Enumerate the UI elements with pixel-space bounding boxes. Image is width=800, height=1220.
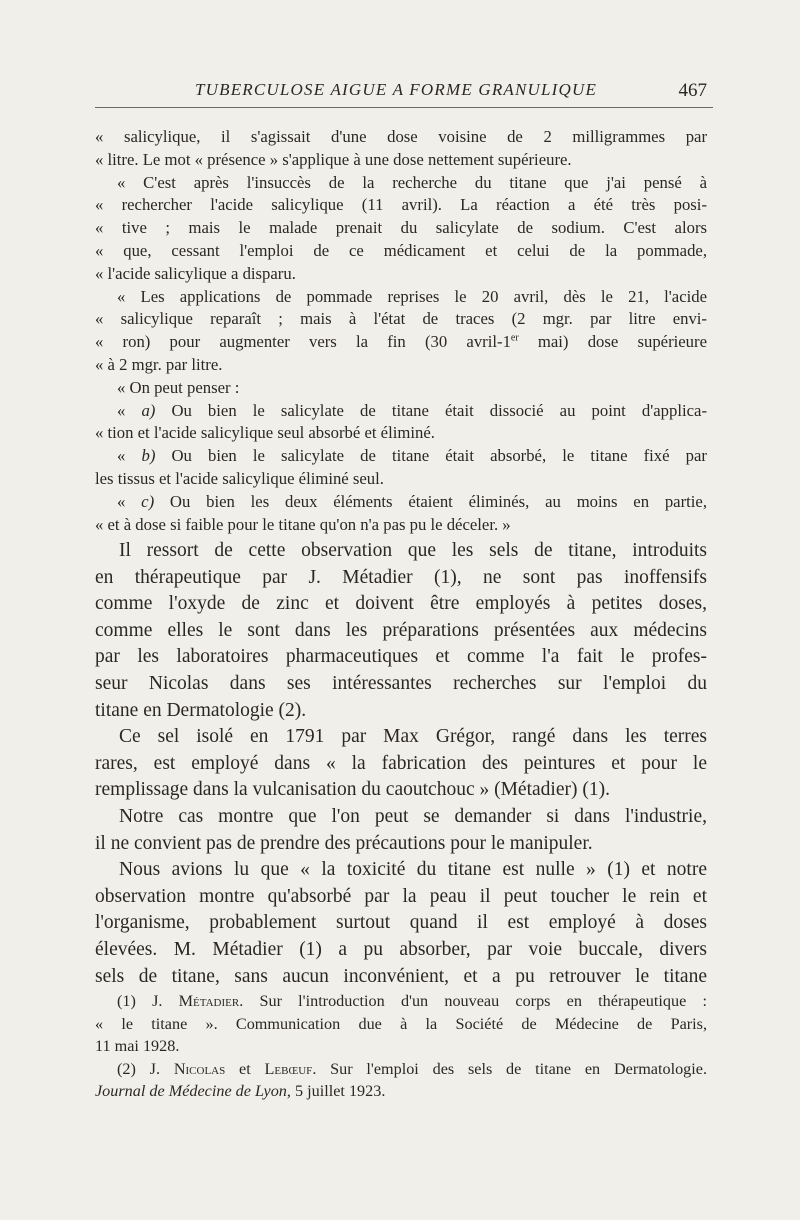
item-marker: c) (141, 491, 155, 511)
journal-title: Journal de Médecine de Lyon (95, 1082, 287, 1100)
body-line: observation montre qu'absorbé par la peau il peut toucher le rein et (95, 885, 707, 907)
quote-text: Ou bien le salicylate de titane était dissocié au point d'applica- (155, 400, 707, 420)
quote-line: « salicylique reparaît ; mais à l'état de traces (2 mgr. par litre envi- (95, 309, 707, 329)
quote-line: « Les applications de pommade reprises le 20 avril, dès le 21, l'acide (117, 286, 707, 306)
quote-line: « que, cessant l'emploi de ce médicament et celui de la pommade, (95, 240, 707, 260)
quote-line (95, 331, 707, 354)
item-marker: b) (141, 446, 156, 466)
quoted-letter (95, 126, 707, 536)
quote-line (95, 445, 707, 468)
body-line: élevées. M. Métadier (1) a pu absorber, par voie buccale, divers (95, 938, 707, 960)
quote-text: « (117, 491, 142, 511)
body-line: Nous avions lu que « la toxicité du titane est nulle » (1) et notre (119, 859, 707, 881)
footnote-author: Nicolas (173, 1059, 226, 1078)
quote-line: « C'est après l'insuccès de la recherche du titane que j'ai pensé à (117, 172, 707, 192)
superscript: er (510, 332, 519, 344)
footnote-marker: (2) J. (117, 1059, 161, 1078)
running-title: TUBERCULOSE AIGUE A FORME GRANULIQUE (195, 80, 598, 99)
quote-text: Ou bien les deux éléments étaient éliminés, au moins en partie, (154, 491, 708, 511)
quote-line (95, 400, 707, 423)
quote-line: « On peut penser : (117, 377, 240, 397)
body-line: comme elles le sont dans les préparations présentées aux médecins (95, 619, 707, 641)
body-line: Il ressort de cette observation que les sels de titane, introduits (119, 540, 707, 561)
quote-line: « tion et l'acide salicylique seul absorbé et éliminé. (95, 423, 435, 443)
body-line: titane en Dermatologie (2). (95, 699, 307, 721)
footnote-line: 11 mai 1928. (95, 1037, 180, 1055)
body-line: comme l'oxyde de zinc et doivent être employés à petites doses, (95, 593, 707, 615)
footnote-text: . Sur l'introduction d'un nouveau corps en thérapeutique : (239, 992, 707, 1010)
body-line: l'organisme, probablement surtout quand il est employé à doses (95, 912, 707, 934)
body-line: Notre cas montre que l'on peut se demander si dans l'industrie, (119, 805, 707, 827)
body-line: Ce sel isolé en 1791 par Max Grégor, rangé dans les terres (119, 726, 707, 748)
quote-line: « à 2 mgr. par litre. (95, 354, 223, 374)
footnote-text: . Sur l'emploi des sels de titane en Dermatologie. (312, 1059, 707, 1078)
body-line: en thérapeutique par J. Métadier (1), ne sont pas inoffensifs (95, 566, 707, 588)
running-header (95, 80, 713, 110)
body-line: seur Nicolas dans ses intéressantes recherches sur l'emploi du (95, 672, 707, 694)
quote-text: « (117, 400, 142, 420)
body-line: remplissage dans la vulcanisation du caoutchouc » (Métadier) (1). (95, 779, 610, 801)
quote-line: « l'acide salicylique a disparu. (95, 263, 296, 283)
body-line: sels de titane, sans aucun inconvénient, et a pu retrouver le titane (95, 965, 707, 987)
quote-line: « salicylique, il s'agissait d'une dose voisine de 2 milligrammes par (95, 127, 707, 146)
quote-text: « (117, 446, 142, 466)
footnote-marker: (1) J. (117, 992, 163, 1010)
header-rule (95, 107, 713, 108)
footnote-1 (95, 990, 707, 1013)
quote-line: « tive ; mais le malade prenait du salicylate de sodium. C'est alors (95, 218, 707, 238)
footnote-author: Lebœuf (264, 1059, 313, 1078)
page-number: 467 (678, 80, 707, 101)
quote-text: mai) dose supérieure (518, 332, 707, 352)
footnote-text: , 5 juillet 1923. (286, 1082, 386, 1100)
quote-line: les tissus et l'acide salicylique éliminé seul. (95, 468, 384, 488)
body-line: par les laboratoires pharmaceutiques et comme l'a fait le profes- (95, 646, 707, 668)
body-text (95, 538, 707, 990)
quote-line: « et à dose si faible pour le titane qu'on n'a pas pu le déceler. » (95, 514, 511, 534)
footnote-author: Métadier (178, 992, 240, 1010)
footnotes (95, 990, 707, 1103)
footnote-2 (95, 1058, 707, 1081)
footnote-text: et (225, 1059, 265, 1078)
body-line: il ne convient pas de prendre des précautions pour le manipuler. (95, 832, 593, 854)
quote-line (95, 491, 707, 514)
body-line: rares, est employé dans « la fabrication des peintures et pour le (95, 752, 707, 774)
quote-text: « ron) pour augmenter vers la fin (30 avril-1 (95, 332, 511, 352)
item-marker: a) (141, 400, 156, 420)
footnote-line: « le titane ». Communication due à la Société de Médecine de Paris, (95, 1014, 707, 1033)
quote-line: « litre. Le mot « présence » s'applique à une dose nettement supérieure. (95, 149, 572, 169)
quote-text: Ou bien le salicylate de titane était absorbé, le titane fixé par (155, 446, 707, 466)
footnote-line (95, 1080, 707, 1103)
quote-line: « rechercher l'acide salicylique (11 avril). La réaction a été très posi- (95, 195, 707, 215)
